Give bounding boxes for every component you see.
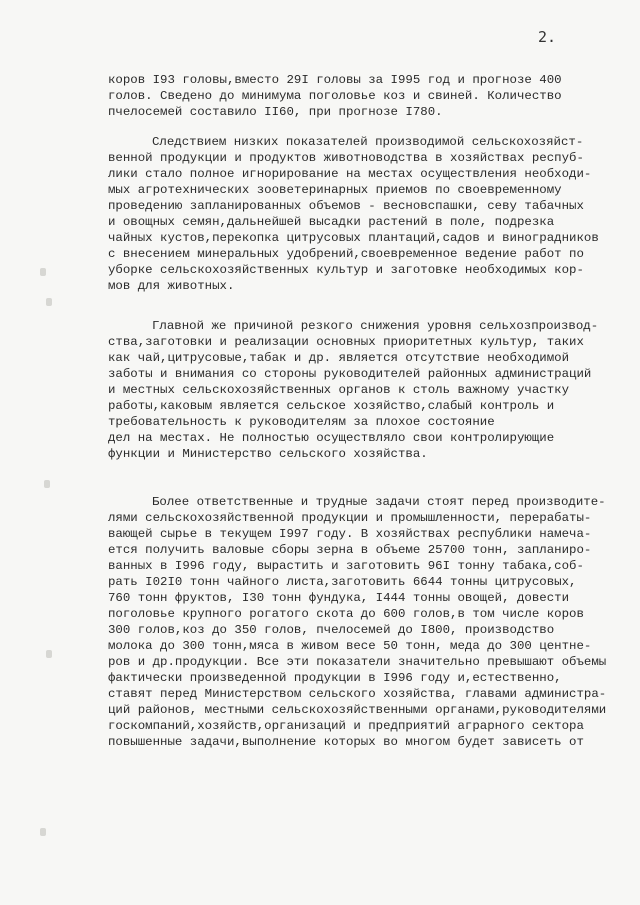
text-line: чайных кустов,перекопка цитрусовых плантаций,садов и виноградников [108,231,599,245]
text-line: коров I93 головы,вместо 29I головы за I995 год и прогнозе 400 [108,73,562,87]
text-line: вающей сырье в текущем I997 году. В хозяйствах республики намеча- [108,527,592,541]
scan-mark [46,298,52,306]
text-line: лями сельскохозяйственной продукции и промышленности, перерабаты- [108,511,592,525]
text-line: Более ответственные и трудные задачи стоят перед производите- [152,495,606,509]
text-line: требовательность к руководителям за плохое состояние [108,415,495,429]
text-line: 300 голов,коз до 350 голов, пчелосемей до I800, производство [108,623,555,637]
text-line: функции и Министерство сельского хозяйства. [108,447,428,461]
text-line: голов. Сведено до минимума поголовье коз и свиней. Количество [108,89,562,103]
text-line: ставят перед Министерством сельского хозяйства, главами администра- [108,687,607,701]
text-line: ства,заготовки и реализации основных приоритетных культур, таких [108,335,584,349]
text-line: мов для животных. [108,279,235,293]
text-line: венной продукции и продуктов животноводства в хозяйствах респуб- [108,151,584,165]
text-line: работы,каковым является сельское хозяйство,слабый контроль и [108,399,555,413]
text-line: уборке сельскохозяйственных культур и заготовке необходимых кор- [108,263,584,277]
text-line: ванных в I996 году, вырастить и заготовить 96I тонну табака,соб- [108,559,584,573]
text-line: повышенные задачи,выполнение которых во многом будет зависеть от [108,735,584,749]
text-line: и овощных семян,дальнейшей высадки растений в поле, подрезка [108,215,555,229]
text-line: Главной же причиной резкого снижения уровня сельхозпроизвод- [152,319,599,333]
text-line: госкомпаний,хозяйств,организаций и предприятий аграрного сектора [108,719,584,733]
text-line: рать I02I0 тонн чайного листа,заготовить 6644 тонны цитрусовых, [108,575,577,589]
text-line: поголовье крупного рогатого скота до 600 голов,в том числе коров [108,607,584,621]
page-number: 2. [538,28,557,46]
text-line: фактически произведенной продукции в I996 году и,естественно, [108,671,562,685]
scan-mark [40,828,46,836]
text-line: заботы и внимания со стороны руководителей районных администраций [108,367,592,381]
text-line: 760 тонн фруктов, I30 тонн фундука, I444 тонны овощей, довести [108,591,570,605]
text-line: мых агротехнических зооветеринарных приемов по своевременному [108,183,562,197]
text-line: и местных сельскохозяйственных органов к столь важному участку [108,383,570,397]
text-line: лики стало полное игнорирование на местах осуществления необходи- [108,167,592,181]
text-line: с внесением минеральных удобрений,своевременное ведение работ по [108,247,584,261]
text-line: ций районов, местными сельскохозяйственными органами,руководителями [108,703,607,717]
text-line: ется получить валовые сборы зерна в объеме 25700 тонн, запланиро- [108,543,592,557]
text-line: пчелосемей составило II60, при прогнозе I780. [108,105,443,119]
text-line: молока до 300 тонн,мяса в живом весе 50 тонн, меда до 300 центне- [108,639,592,653]
scan-mark [44,480,50,488]
scan-mark [40,268,46,276]
scan-mark [46,650,52,658]
text-line: проведению запланированных объемов - весновспашки, севу табачных [108,199,584,213]
text-line: как чай,цитрусовые,табак и др. является отсутствие необходимой [108,351,570,365]
text-line: ров и др.продукции. Все эти показатели значительно превышают объемы [108,655,607,669]
text-line: дел на местах. Не полностью осуществляло свои контролирующие [108,431,555,445]
text-line: Следствием низких показателей производимой сельскохозяйст- [152,135,584,149]
